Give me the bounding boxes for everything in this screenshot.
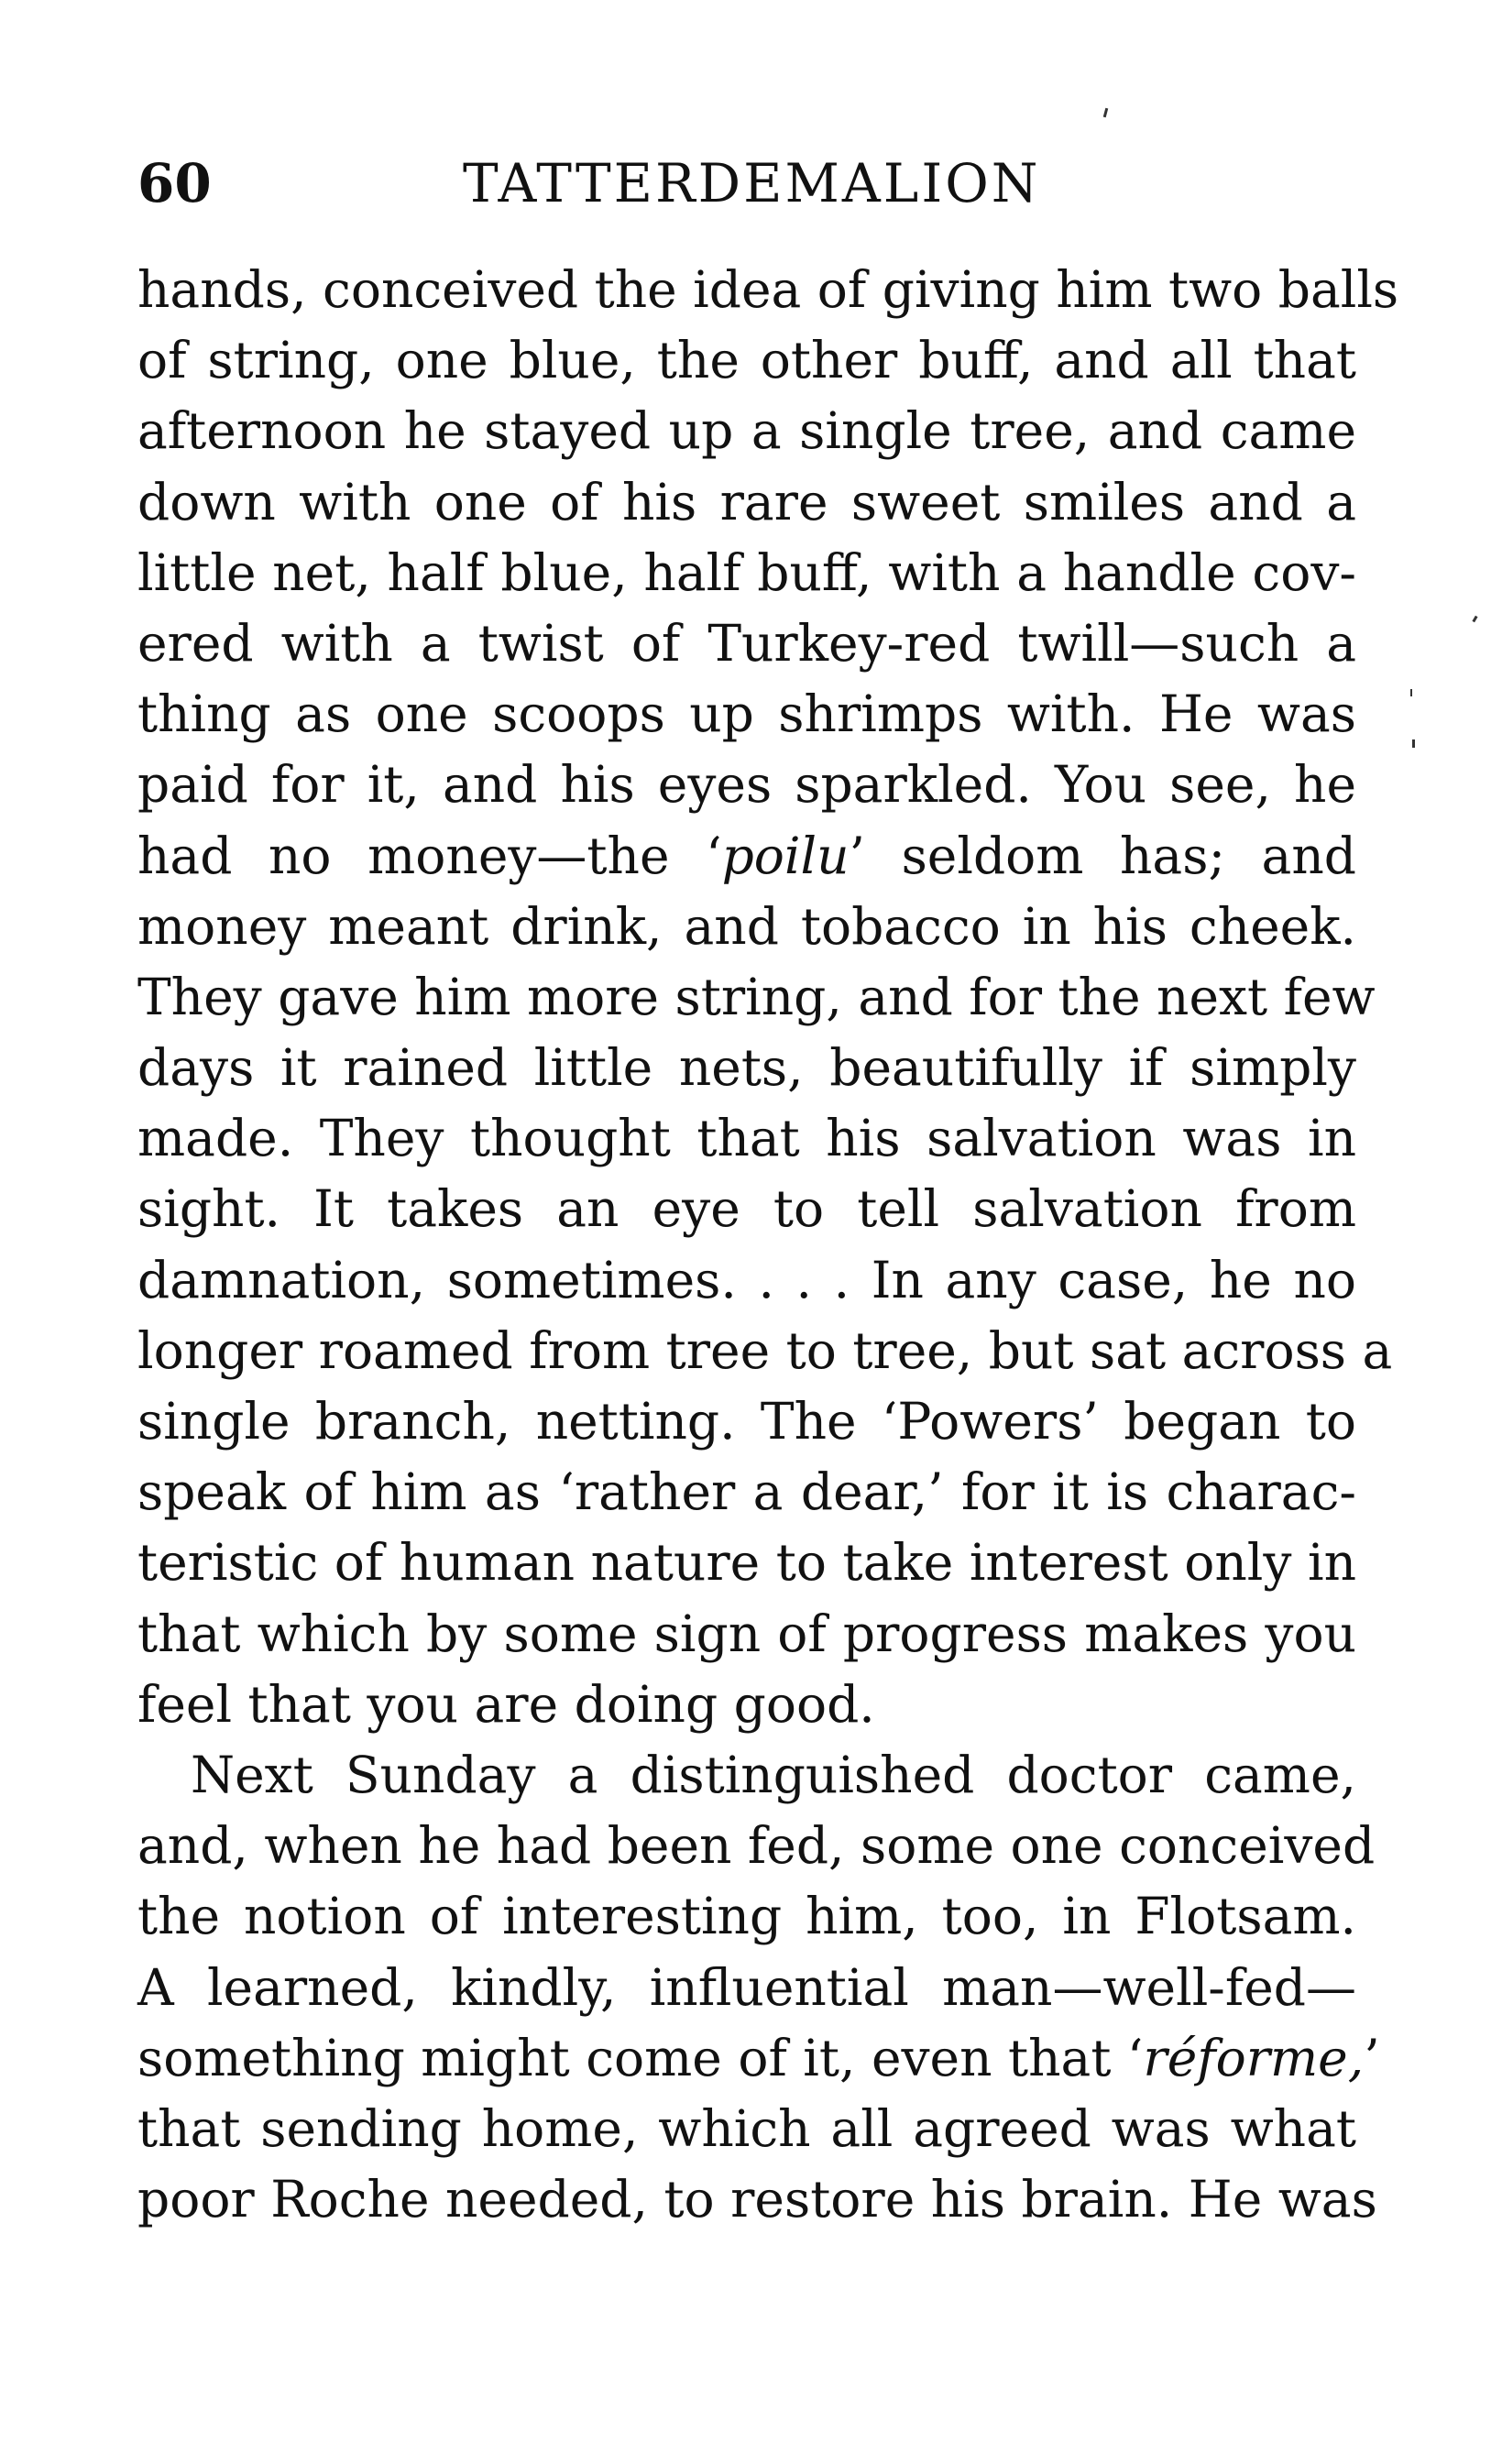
text-line: ered with a twist of Turkey-red twill—such a — [137, 613, 1356, 673]
text-line: that sending home, which all agreed was what — [137, 2098, 1356, 2158]
scan-speck — [1472, 616, 1477, 623]
text-line-paragraph-end: feel that you are doing good. — [137, 1674, 875, 1734]
text-line: They gave him more string, and for the next few — [137, 967, 1376, 1026]
text-line: speak of him as ‘rather a dear,’ for it is charac- — [137, 1462, 1356, 1522]
text-line: longer roamed from tree to tree, but sat across a — [137, 1320, 1393, 1380]
text-line: A learned, kindly, influential man—well-fed— — [137, 1957, 1356, 2017]
italic-word: poilu — [721, 826, 850, 885]
page-number: 60 — [137, 152, 212, 214]
text-line: teristic of human nature to take interest only in — [137, 1533, 1356, 1593]
text-line: and, when he had been fed, some one conceived — [137, 1816, 1376, 1876]
text-line: money meant drink, and tobacco in his cheek. — [137, 896, 1356, 956]
text-run: ’ seldom has; and — [849, 826, 1356, 885]
text-line: that which by some sign of progress makes you — [137, 1604, 1356, 1663]
text-line: poor Roche needed, to restore his brain. He was — [137, 2170, 1377, 2229]
text-line: afternoon he stayed up a single tree, and came — [137, 401, 1356, 461]
text-line: days it rained little nets, beautifully if simply — [137, 1038, 1356, 1098]
scan-speck — [1410, 689, 1412, 696]
text-line: paid for it, and his eyes sparkled. You see, he — [137, 755, 1356, 815]
text-line: made. They thought that his salvation was in — [137, 1109, 1356, 1168]
running-title: TATTERDEMALION — [463, 152, 1041, 214]
body-text — [137, 255, 1399, 2235]
text-line: thing as one scoops up shrimps with. He was — [137, 684, 1356, 744]
text-line: little net, half blue, half buff, with a handle cov- — [137, 542, 1356, 602]
text-run: ’ — [1364, 2028, 1380, 2087]
text-line: down with one of his rare sweet smiles and a — [137, 472, 1356, 531]
text-run: something might come of it, even that ‘ — [137, 2028, 1144, 2087]
text-line: single branch, netting. The ‘Powers’ began to — [137, 1392, 1356, 1451]
italic-word: réforme, — [1143, 2028, 1365, 2087]
text-line: hands, conceived the idea of giving him two balls — [137, 260, 1399, 319]
running-head — [137, 147, 1356, 220]
text-line-paragraph-start: Next Sunday a distinguished doctor came, — [191, 1745, 1356, 1804]
text-line — [137, 821, 1356, 892]
text-line: of string, one blue, the other buff, and all that — [137, 331, 1356, 390]
text-run: had no money—the ‘ — [137, 826, 722, 885]
scan-speck — [1412, 739, 1415, 748]
text-line: the notion of interesting him, too, in Flotsam. — [137, 1887, 1356, 1946]
scan-speck — [1103, 108, 1108, 117]
text-line: sight. It takes an eye to tell salvation from — [137, 1179, 1356, 1239]
text-line: damnation, sometimes. . . . In any case, he no — [137, 1250, 1356, 1309]
text-line — [137, 2023, 1380, 2094]
